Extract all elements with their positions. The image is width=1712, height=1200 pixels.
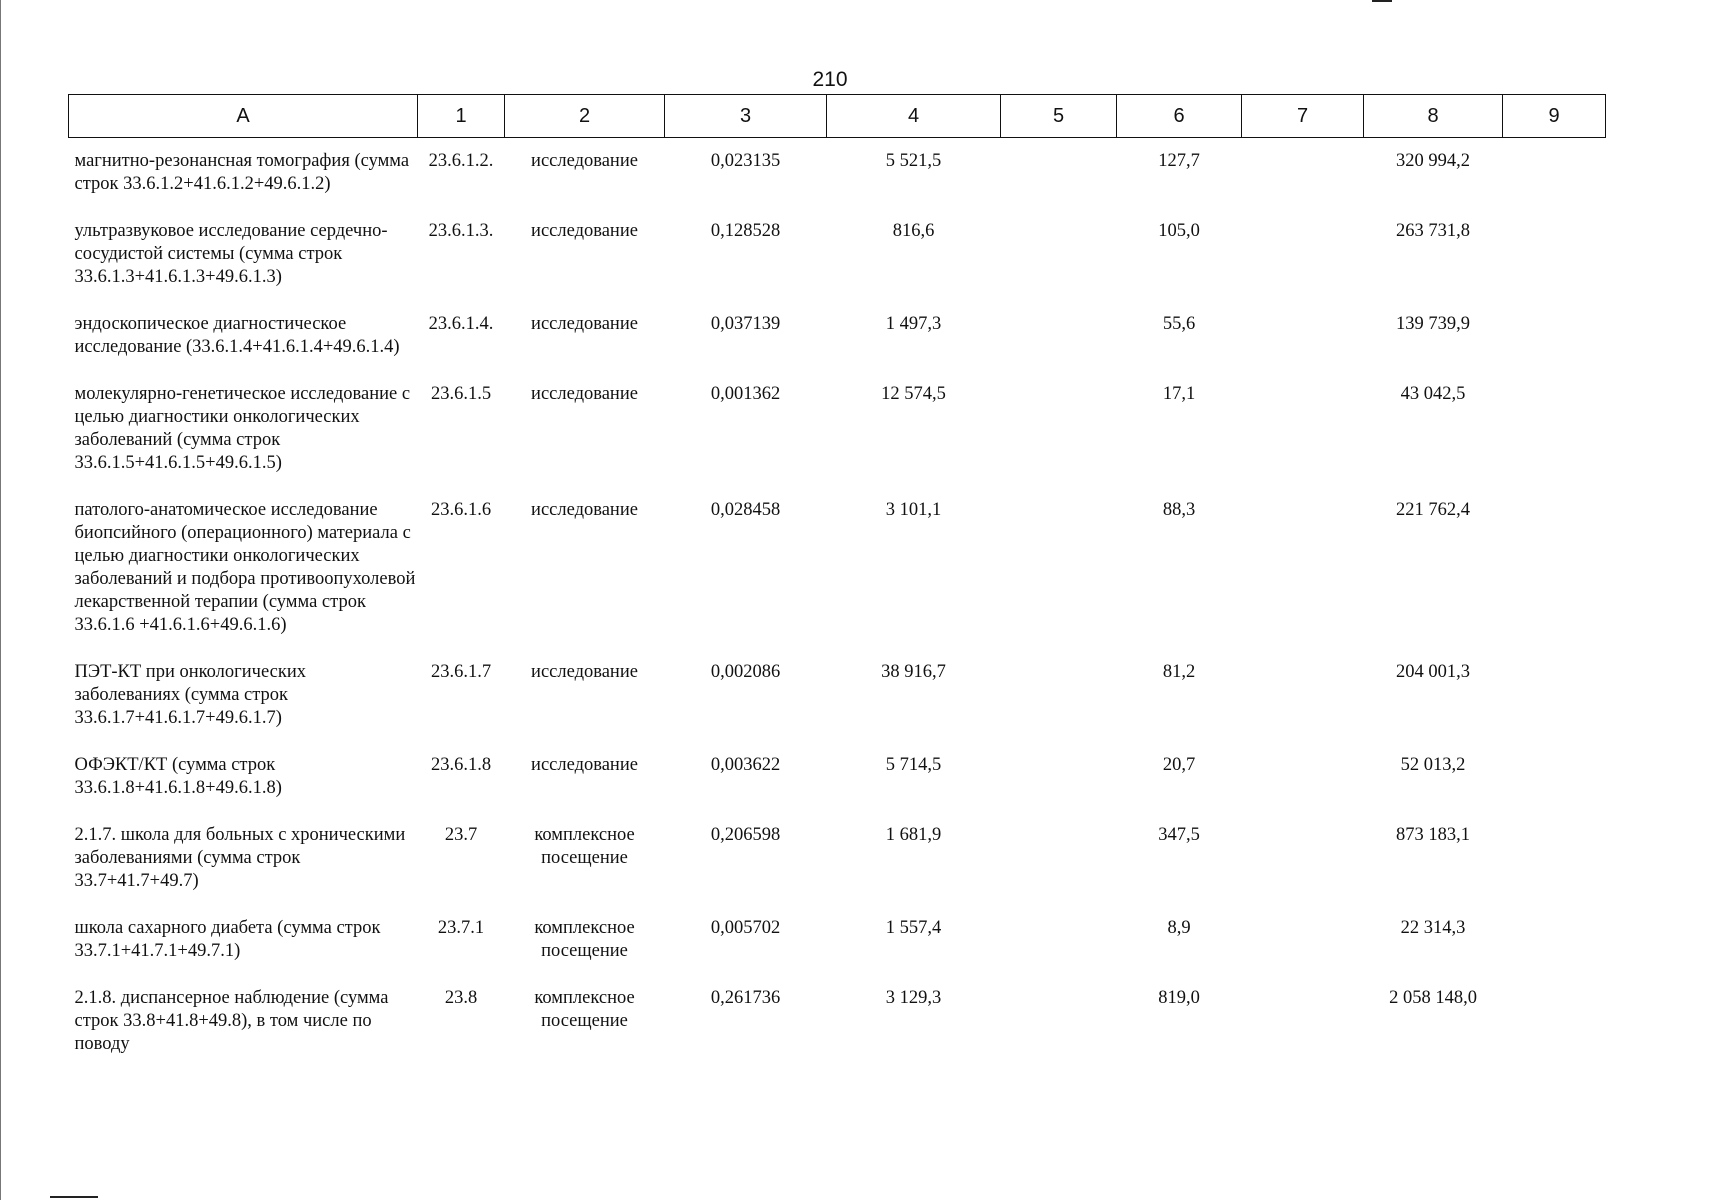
row-code: 23.6.1.4. xyxy=(428,314,494,334)
row-value-9 xyxy=(1503,754,1606,824)
row-value-9 xyxy=(1503,661,1606,754)
row-value-6: 17,1 xyxy=(1162,384,1196,404)
column-header-a: А xyxy=(69,95,418,138)
row-value-7 xyxy=(1242,917,1364,987)
row-label: ПЭТ-КТ при онкологических заболеваниях (сумма строк 33.6.1.7+41.6.1.7+49.6.1.7) xyxy=(74,662,306,728)
row-value-6: 81,2 xyxy=(1162,662,1196,682)
row-unit: комплексное посещение xyxy=(534,825,635,868)
page-number: 210 xyxy=(812,68,848,91)
row-label: молекулярно-генетическое исследование с целью диагностики онкологических заболеваний (сумма строк 33.6.1.5+41.6.1.5+49.6.1.5) xyxy=(74,384,411,473)
row-value-4: 3 129,3 xyxy=(885,988,942,1008)
row-value-3: 0,206598 xyxy=(710,825,781,845)
row-value-9 xyxy=(1503,917,1606,987)
row-code: 23.6.1.5 xyxy=(430,384,492,404)
row-label: эндоскопическое диагностическое исследование (33.6.1.4+41.6.1.4+49.6.1.4) xyxy=(74,314,400,357)
row-value-7 xyxy=(1242,754,1364,824)
row-value-4: 816,6 xyxy=(892,221,935,241)
column-header-4: 4 xyxy=(827,95,1001,138)
row-value-4: 1 681,9 xyxy=(885,825,942,845)
row-code: 23.6.1.7 xyxy=(430,662,492,682)
table-row xyxy=(69,987,1606,1080)
table-row xyxy=(69,138,1606,221)
row-unit: исследование xyxy=(531,500,638,520)
row-unit: исследование xyxy=(531,755,638,775)
row-unit: комплексное посещение xyxy=(534,988,635,1031)
row-value-7 xyxy=(1242,220,1364,313)
table-row xyxy=(69,754,1606,824)
row-value-9 xyxy=(1503,220,1606,313)
row-value-6: 105,0 xyxy=(1158,221,1200,241)
row-value-7 xyxy=(1242,987,1364,1080)
row-unit: исследование xyxy=(531,384,638,404)
row-unit: исследование xyxy=(531,151,638,171)
row-value-9 xyxy=(1503,499,1606,661)
row-value-3: 0,128528 xyxy=(710,221,781,241)
row-value-5 xyxy=(1001,824,1117,917)
row-value-4: 3 101,1 xyxy=(885,500,942,520)
row-unit: исследование xyxy=(531,662,638,682)
column-header-1: 1 xyxy=(418,95,505,138)
row-label: магнитно-резонансная томография (сумма строк 33.6.1.2+41.6.1.2+49.6.1.2) xyxy=(74,151,410,194)
row-value-8: 139 739,9 xyxy=(1396,314,1470,334)
row-code: 23.6.1.2. xyxy=(428,151,494,171)
row-value-4: 5 521,5 xyxy=(885,151,942,171)
row-value-3: 0,001362 xyxy=(710,384,781,404)
row-value-8: 22 314,3 xyxy=(1400,918,1466,938)
row-value-5 xyxy=(1001,754,1117,824)
row-value-5 xyxy=(1001,313,1117,383)
row-code: 23.7 xyxy=(444,825,478,845)
row-value-5 xyxy=(1001,987,1117,1080)
row-code: 23.6.1.8 xyxy=(430,755,492,775)
row-code: 23.7.1 xyxy=(437,918,485,938)
row-value-6: 20,7 xyxy=(1162,755,1196,775)
row-value-9 xyxy=(1503,138,1606,221)
column-header-9: 9 xyxy=(1503,95,1606,138)
row-code: 23.6.1.3. xyxy=(428,221,494,241)
row-value-4: 5 714,5 xyxy=(885,755,942,775)
data-table xyxy=(68,94,1606,1080)
row-value-5 xyxy=(1001,383,1117,499)
column-header-8: 8 xyxy=(1364,95,1503,138)
table-header-row xyxy=(69,95,1606,138)
row-label: патолого-анатомическое исследование биопсийного (операционного) материала с целью диагностики онкологических заболеваний и подбора противоопухолевой лекарственной терапии (сумма строк 33.6.1.6 +41.6.1.6+49.6.1.6) xyxy=(74,500,416,635)
row-value-3: 0,023135 xyxy=(710,151,781,171)
column-header-5: 5 xyxy=(1001,95,1117,138)
row-value-6: 88,3 xyxy=(1162,500,1196,520)
table-row xyxy=(69,313,1606,383)
row-unit: исследование xyxy=(531,221,638,241)
row-value-6: 819,0 xyxy=(1158,988,1200,1008)
row-label: 2.1.8. диспансерное наблюдение (сумма строк 33.8+41.8+49.8), в том числе по поводу xyxy=(74,988,389,1054)
row-value-4: 1 497,3 xyxy=(885,314,942,334)
row-value-7 xyxy=(1242,499,1364,661)
row-value-5 xyxy=(1001,917,1117,987)
row-value-3: 0,261736 xyxy=(710,988,781,1008)
row-value-3: 0,003622 xyxy=(710,755,781,775)
row-value-3: 0,028458 xyxy=(710,500,781,520)
row-label: 2.1.7. школа для больных с хроническими заболеваниями (сумма строк 33.7+41.7+49.7) xyxy=(74,825,406,891)
row-value-8: 873 183,1 xyxy=(1396,825,1470,845)
row-value-4: 1 557,4 xyxy=(885,918,942,938)
column-header-3: 3 xyxy=(665,95,827,138)
row-value-5 xyxy=(1001,499,1117,661)
row-label: ультразвуковое исследование сердечно-сосудистой системы (сумма строк 33.6.1.3+41.6.1.3+49.6.1.3) xyxy=(74,221,388,287)
row-value-9 xyxy=(1503,987,1606,1080)
row-value-3: 0,002086 xyxy=(710,662,781,682)
row-value-8: 52 013,2 xyxy=(1400,755,1466,775)
row-value-8: 2 058 148,0 xyxy=(1389,988,1477,1008)
column-header-6: 6 xyxy=(1117,95,1242,138)
row-value-8: 204 001,3 xyxy=(1396,662,1470,682)
row-value-9 xyxy=(1503,313,1606,383)
row-value-7 xyxy=(1242,313,1364,383)
row-value-4: 12 574,5 xyxy=(881,384,946,404)
row-value-8: 320 994,2 xyxy=(1396,151,1470,171)
row-value-7 xyxy=(1242,824,1364,917)
scan-edge-bottom-left xyxy=(50,1196,98,1198)
row-value-7 xyxy=(1242,661,1364,754)
row-value-7 xyxy=(1242,383,1364,499)
scan-edge-top-right xyxy=(1372,0,1392,2)
table-body xyxy=(69,138,1606,1081)
row-value-6: 8,9 xyxy=(1167,918,1191,938)
row-value-6: 127,7 xyxy=(1158,151,1200,171)
row-code: 23.8 xyxy=(444,988,478,1008)
row-value-6: 347,5 xyxy=(1158,825,1200,845)
row-value-9 xyxy=(1503,824,1606,917)
table-row xyxy=(69,824,1606,917)
row-value-4: 38 916,7 xyxy=(881,662,946,682)
row-value-8: 43 042,5 xyxy=(1400,384,1466,404)
column-header-7: 7 xyxy=(1242,95,1364,138)
row-label: школа сахарного диабета (сумма строк 33.7.1+41.7.1+49.7.1) xyxy=(74,918,381,961)
row-value-5 xyxy=(1001,661,1117,754)
table-row xyxy=(69,917,1606,987)
row-value-5 xyxy=(1001,138,1117,221)
row-value-3: 0,005702 xyxy=(710,918,781,938)
row-label: ОФЭКТ/КТ (сумма строк 33.6.1.8+41.6.1.8+49.6.1.8) xyxy=(74,755,282,798)
row-value-5 xyxy=(1001,220,1117,313)
row-unit: исследование xyxy=(531,314,638,334)
row-value-7 xyxy=(1242,138,1364,221)
table-row xyxy=(69,383,1606,499)
row-value-8: 263 731,8 xyxy=(1396,221,1470,241)
row-code: 23.6.1.6 xyxy=(430,500,492,520)
row-unit: комплексное посещение xyxy=(534,918,635,961)
table-row xyxy=(69,220,1606,313)
scan-edge-left xyxy=(0,0,1,1200)
row-value-9 xyxy=(1503,383,1606,499)
table-row xyxy=(69,661,1606,754)
row-value-3: 0,037139 xyxy=(710,314,781,334)
table-row xyxy=(69,499,1606,661)
row-value-8: 221 762,4 xyxy=(1396,500,1470,520)
row-value-6: 55,6 xyxy=(1162,314,1196,334)
column-header-2: 2 xyxy=(505,95,665,138)
